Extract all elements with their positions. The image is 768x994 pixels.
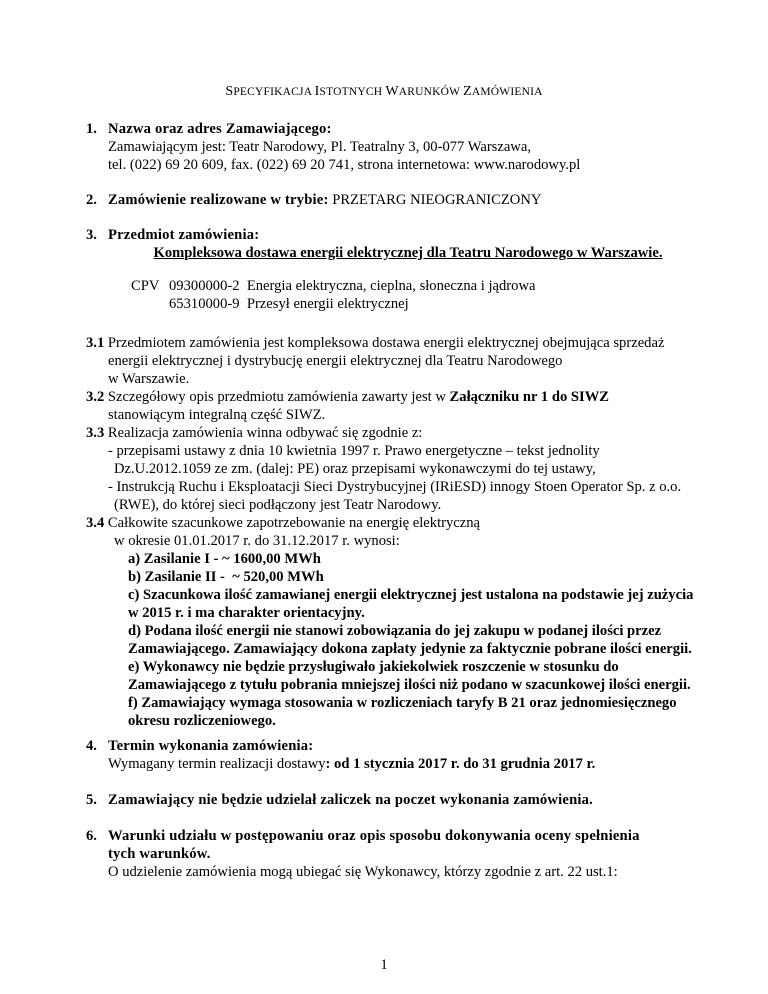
section-heading: Zamawiający nie będzie udzielał zaliczek na poczet wykonania zamówienia. [108,792,594,808]
cpv-code-1: 09300000-2 Energia elektryczna, cieplna, słoneczna i jądrowa [169,278,536,294]
procedure-value: PRZETARG NIEOGRANICZONY [332,192,542,208]
attachment-reference: Załączniku nr 1 do SIWZ [449,389,610,405]
paragraph-number: 3.2 [86,389,105,405]
paragraph-3-1: 3.1 Przedmiotem zamówienia jest kompleksowa dostawa energii elektrycznej obejmująca sprzedaż [86,335,665,351]
address-line: Zamawiającym jest: Teatr Narodowy, Pl. Teatralny 3, 00-077 Warszawa, [108,139,531,155]
list-item: a) Zasilanie I - ~ 1600,00 MWh [128,551,321,567]
section-number: 5. [86,792,97,808]
section-5 [86,791,706,809]
section-2 [86,191,706,209]
paragraph-3-3: 3.3 Realizacja zamówienia winna odbywać się zgodnie z: [86,425,423,441]
paragraph-number: 3.4 [86,515,105,531]
section-heading: Nazwa oraz adres Zamawiającego: [108,121,332,137]
paragraph-3-4: 3.4 Całkowite szacunkowe zapotrzebowanie na energię elektryczną [86,515,481,531]
document-title-text: SPECYFIKACJA ISTOTNYCH WARUNKÓW ZAMÓWIENIA [225,84,543,99]
section-number: 1. [86,121,97,137]
section-heading: Termin wykonania zamówienia: [108,738,314,754]
list-item: c) Szacunkowa ilość zamawianej energii elektrycznej jest ustalona na podstawie jej zużycia [128,587,694,603]
section-3 [86,226,706,262]
contact-line: tel. (022) 69 20 609, fax. (022) 69 20 741, strona internetowa: www.narodowy.pl [108,157,581,173]
section-heading: Zamówienie realizowane w trybie: [108,192,329,208]
page-number: 1 [380,957,388,973]
list-item: b) Zasilanie II - ~ 520,00 MWh [128,569,324,585]
cpv-codes [131,277,691,313]
cpv-label: CPV [131,278,160,294]
paragraph-number: 3.1 [86,335,105,351]
delivery-term: : od 1 stycznia 2017 r. do 31 grudnia 2017 r. [325,756,596,772]
section-4: 4. Termin wykonania zamówienia: Wymagany termin realizacji dostawy: od 1 stycznia 2017 r. do 31 grudnia 2017 r. [86,738,596,772]
section-number: 6. [86,828,97,844]
paragraph-3-2: 3.2 Szczegółowy opis przedmiotu zamówienia zawarty jest w Załączniku nr 1 do SIWZ [86,389,610,405]
paragraph-number: 3.3 [86,425,105,441]
list-item: e) Wykonawcy nie będzie przysługiwało jakiekolwiek roszczenie w stosunku do [128,659,619,675]
list-item: f) Zamawiający wymaga stosowania w rozliczeniach taryfy B 21 oraz jednomiesięcznego [128,695,677,711]
section-number: 4. [86,738,97,754]
section-number: 3. [86,227,97,243]
cpv-code-2: 65310000-9 Przesył energii elektrycznej [169,296,409,312]
section-heading: Warunki udziału w postępowaniu oraz opis sposobu dokonywania oceny spełnienia [108,828,640,844]
section-heading: Przedmiot zamówienia: [108,227,260,243]
section-1 [86,120,706,174]
section-6: 6. Warunki udziału w postępowaniu oraz opis sposobu dokonywania oceny spełnienia tych warunków. O udzielenie zamówienia mogą ubiegać się Wykonawcy, którzy zgodnie z art. 22 ust.1: [86,828,640,880]
list-item: d) Podana ilość energii nie stanowi zobowiązania do jej zakupu w podanej ilości przez [128,623,662,639]
order-subject: Kompleksowa dostawa energii elektrycznej dla Teatru Narodowego w Warszawie. [153,245,663,261]
subsections-3: 3.1 Przedmiotem zamówienia jest kompleksowa dostawa energii elektrycznej obejmująca sprzedaż energii elektrycznej i dystrybucję energii elektrycznej dla Teatru Narodowego w Warszawie. 3.2 Szczegółowy opis przedmiotu zamówienia zawarty jest w Załączniku nr 1 do SIWZ stanowiącym integralną część SIWZ. 3.3 Realizacja zamówienia winna odbywać się zgodnie z: - przepisami ustawy z dnia 10 kwietnia 1997 r. Prawo energetyczne – tekst jednolity Dz.U.2012.1059 ze zm. (dalej: PE) oraz przepisami wykonawczymi do tej ustawy, - Instrukcją Ruchu i Eksploatacji Sieci Dystrybucyjnej (IRiESD) innogy Stoen Operator Sp. z o.o. (RWE), do której sieci podłączony jest Teatr Narodowy. 3.4 Całkowite szacunkowe zapotrzebowanie na energię elektryczną w okresie 01.01.2017 r. do 31.12.2017 r. wynosi: a) Zasilanie I - ~ 1600,00 MWh b) Zasilanie II - ~ 520,00 MWh c) Szacunkowa ilość zamawianej energii elektrycznej jest ustalona na podstawie jej zużycia w 2015 r. i ma charakter orientacyjny. d) Podana ilość energii nie stanowi zobowiązania do jej zakupu w podanej ilości przez Zamawiającego. Zamawiający dokona zapłaty jedynie za faktycznie pobrane ilości energii. e) Wykonawcy nie będzie przysługiwało jakiekolwiek roszczenie w stosunku do Zamawiającego z tytułu pobrania mniejszej ilości niż podano w szacunkowej ilości energii. f) Zamawiający wymaga stosowania w rozliczeniach taryfy B 21 oraz jednomiesięcznego okresu rozliczeniowego. [86,334,706,730]
document-title [0,83,768,101]
section-number: 2. [86,192,97,208]
